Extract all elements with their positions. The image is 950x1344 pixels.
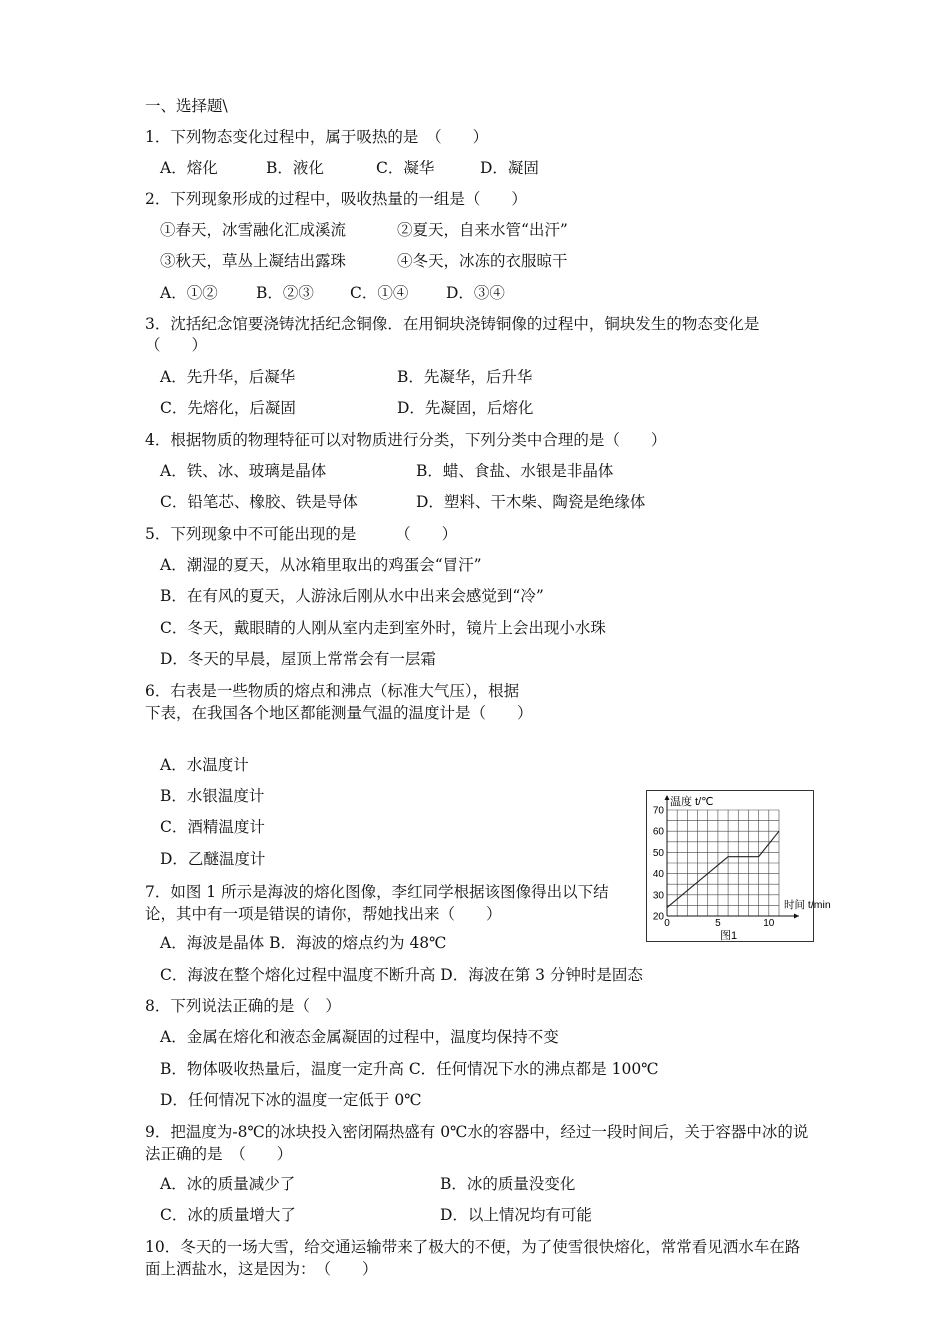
question-2-option-b: B．②③ bbox=[256, 284, 314, 302]
question-8-option-bc: B．物体吸收热量后，温度一定升高 C．任何情况下水的沸点都是 100℃ bbox=[160, 1060, 659, 1078]
question-6-option-b: B．水银温度计 bbox=[160, 787, 265, 805]
question-2-item-4: ④冬天，冰冻的衣服晾干 bbox=[397, 252, 568, 270]
question-6-option-a: A．水温度计 bbox=[160, 756, 249, 774]
question-3-option-d: D．先凝固，后熔化 bbox=[397, 399, 534, 417]
question-2-option-d: D．③④ bbox=[446, 284, 505, 302]
question-9-stem: 9．把温度为-8℃的冰块投入密闭隔热盛有 0℃水的容器中，经过一段时间后，关于容器中冰的说法正确的是 （ ） bbox=[145, 1123, 809, 1163]
question-9-option-a: A．冰的质量减少了 bbox=[160, 1175, 296, 1193]
question-4-option-d: D．塑料、干木柴、陶瓷是绝缘体 bbox=[416, 493, 646, 511]
question-2-stem: 2．下列现象形成的过程中，吸收热量的一组是（ ） bbox=[145, 190, 527, 208]
question-5-option-c: C．冬天，戴眼睛的人刚从室内走到室外时，镜片上会出现小水珠 bbox=[160, 619, 606, 637]
chart-x-axis-label: 时间 t/min bbox=[784, 899, 831, 911]
question-8-stem: 8．下列说法正确的是（ ） bbox=[145, 997, 341, 1015]
question-5-option-a: A．潮湿的夏天，从冰箱里取出的鸡蛋会“冒汗” bbox=[160, 556, 482, 574]
question-4-option-c: C．铅笔芯、橡胶、铁是导体 bbox=[160, 493, 358, 511]
question-9-option-c: C．冰的质量增大了 bbox=[160, 1206, 296, 1224]
chart-y-tick-label: 40 bbox=[652, 869, 664, 881]
question-2-item-1: ①春天，冰雪融化汇成溪流 bbox=[160, 221, 347, 239]
question-2-option-c: C．①④ bbox=[350, 284, 409, 302]
chart-frame bbox=[647, 791, 814, 942]
question-10-stem: 10．冬天的一场大雪，给交通运输带来了极大的不便，为了使雪很快熔化，常常看见洒水车在路面上洒盐水，这是因为： （ ） bbox=[145, 1238, 801, 1278]
chart-y-tick-label: 60 bbox=[652, 826, 664, 838]
question-6-option-c: C．酒精温度计 bbox=[160, 818, 265, 836]
question-6-stem: 6．右表是一些物质的熔点和沸点（标准大气压），根据下表，在我国各个地区都能测量气温的温度计是（ ） bbox=[145, 682, 533, 722]
question-1-option-b: B．液化 bbox=[266, 159, 324, 177]
question-7-option-cd: C．海波在整个熔化过程中温度不断升高 D．海波在第 3 分钟时是固态 bbox=[160, 966, 643, 984]
question-1-option-d: D．凝固 bbox=[480, 159, 539, 177]
question-1-option-a: A．熔化 bbox=[160, 159, 218, 177]
chart-y-tick-label: 50 bbox=[652, 847, 664, 859]
chart-y-tick-label: 70 bbox=[652, 805, 664, 817]
question-3-option-a: A．先升华，后凝华 bbox=[160, 368, 296, 386]
question-1-stem: 1．下列物态变化过程中，属于吸热的是 （ ） bbox=[145, 128, 489, 146]
chart-y-tick-label: 30 bbox=[652, 890, 664, 902]
question-3-option-b: B．先凝华，后升华 bbox=[397, 368, 533, 386]
question-9-option-b: B．冰的质量没变化 bbox=[440, 1175, 576, 1193]
question-2-item-3: ③秋天，草丛上凝结出露珠 bbox=[160, 252, 347, 270]
question-8-option-a: A．金属在熔化和液态金属凝固的过程中，温度均保持不变 bbox=[160, 1028, 559, 1046]
question-8-option-d: D．任何情况下冰的温度一定低于 0℃ bbox=[160, 1091, 422, 1109]
question-9-option-d: D．以上情况均有可能 bbox=[440, 1206, 592, 1224]
question-1-option-c: C．凝华 bbox=[376, 159, 435, 177]
question-5-option-b: B．在有风的夏天，人游泳后刚从水中出来会感觉到“冷” bbox=[160, 587, 544, 605]
question-5-stem: 5．下列现象中不可能出现的是 （ ） bbox=[145, 525, 458, 543]
question-7-stem: 7．如图 1 所示是海波的熔化图像，李红同学根据该图像得出以下结论，其中有一项是错误的请你，帮她找出来（ ） bbox=[145, 883, 609, 923]
chart-x-tick-label: 5 bbox=[715, 918, 721, 929]
chart-y-axis-label: 温度 t/℃ bbox=[670, 796, 714, 808]
question-3-option-c: C．先熔化，后凝固 bbox=[160, 399, 296, 417]
question-4-option-a: A．铁、冰、玻璃是晶体 bbox=[160, 462, 327, 480]
chart-x-tick-label: 0 bbox=[664, 918, 670, 929]
question-2-item-2: ②夏天，自来水管“出汗” bbox=[397, 221, 568, 239]
question-6-option-d: D．乙醚温度计 bbox=[160, 850, 266, 868]
chart-x-tick-label: 10 bbox=[763, 918, 775, 929]
question-5-option-d: D．冬天的早晨，屋顶上常常会有一层霜 bbox=[160, 650, 436, 668]
question-7-option-ab: A．海波是晶体 B．海波的熔点约为 48℃ bbox=[160, 934, 447, 952]
question-4-option-b: B．蜡、食盐、水银是非晶体 bbox=[416, 462, 614, 480]
chart-y-tick-label: 20 bbox=[652, 911, 664, 923]
chart-caption: 图1 bbox=[720, 930, 738, 942]
melting-graph-chart bbox=[646, 790, 831, 942]
question-3-stem: 3．沈括纪念馆要浇铸沈括纪念铜像．在用铜块浇铸铜像的过程中，铜块发生的物态变化是（ ） bbox=[145, 315, 760, 354]
section-title: 一、选择题\ bbox=[145, 97, 228, 115]
question-2-option-a: A．①② bbox=[160, 284, 218, 302]
question-4-stem: 4．根据物质的物理特征可以对物质进行分类，下列分类中合理的是（ ） bbox=[145, 431, 667, 449]
